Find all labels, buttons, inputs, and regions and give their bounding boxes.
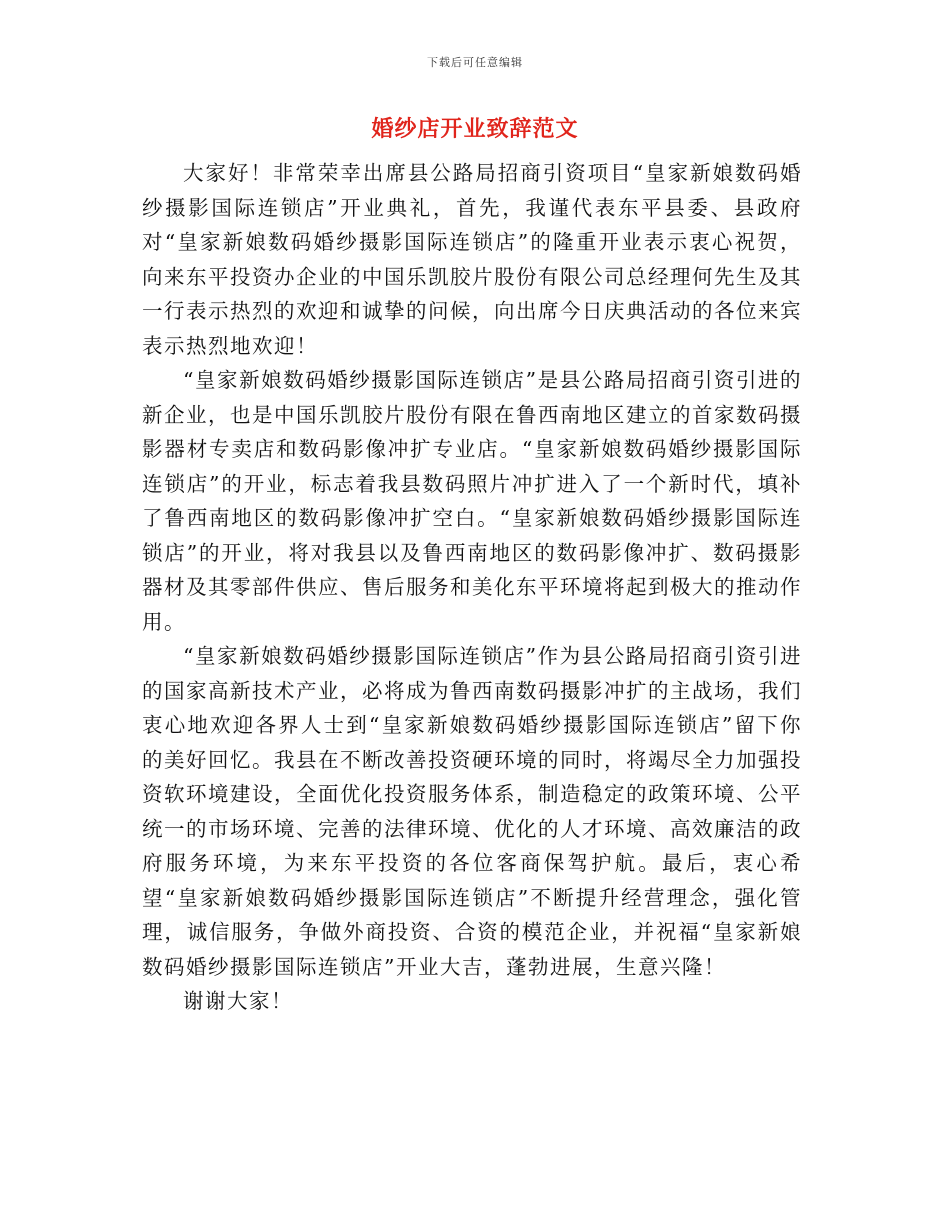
document-body — [142, 156, 802, 1019]
paragraph-outlook: “皇家新娘数码婚纱摄影国际连锁店”作为县公路局招商引资引进的国家高新技术产业，必将成为鲁西南数码摄影冲扩的主战场，我们衷心地欢迎各界人士到“皇家新娘数码婚纱摄影国际连锁店”留下你的美好回忆。我县在不断改善投资硬环境的同时，将竭尽全力加强投资软环境建设，全面优化投资服务体系，制造稳定的政策环境、公平统一的市场环境、完善的法律环境、优化的人才环境、高效廉洁的政府服务环境，为来东平投资的各位客商保驾护航。最后，衷心希望“皇家新娘数码婚纱摄影国际连锁店”不断提升经营理念，强化管理，诚信服务，争做外商投资、合资的模范企业，并祝福“皇家新娘数码婚纱摄影国际连锁店”开业大吉，蓬勃进展，生意兴隆！ — [142, 644, 802, 979]
paragraph-closing: 谢谢大家！ — [183, 989, 293, 1013]
page-header-note: 下载后可任意编辑 — [427, 56, 523, 69]
paragraph-introduction: “皇家新娘数码婚纱摄影国际连锁店”是县公路局招商引资引进的新企业，也是中国乐凯胶片股份有限在鲁西南地区建立的首家数码摄影器材专卖店和数码影像冲扩专业店。“皇家新娘数码婚纱摄影国际连锁店”的开业，标志着我县数码照片冲扩进入了一个新时代，填补了鲁西南地区的数码影像冲扩空白。“皇家新娘数码婚纱摄影国际连锁店”的开业，将对我县以及鲁西南地区的数码影像冲扩、数码摄影器材及其零部件供应、售后服务和美化东平环境将起到极大的推动作用。 — [142, 368, 802, 634]
paragraph-greeting: 大家好！非常荣幸出席县公路局招商引资项目“皇家新娘数码婚纱摄影国际连锁店”开业典礼，首先，我谨代表东平县委、县政府对“皇家新娘数码婚纱摄影国际连锁店”的隆重开业表示衷心祝贺，向来东平投资办企业的中国乐凯胶片股份有限公司总经理何先生及其一行表示热烈的欢迎和诚挚的问候，向出席今日庆典活动的各位来宾表示热烈地欢迎！ — [142, 161, 802, 358]
document-title: 婚纱店开业致辞范文 — [371, 116, 579, 142]
